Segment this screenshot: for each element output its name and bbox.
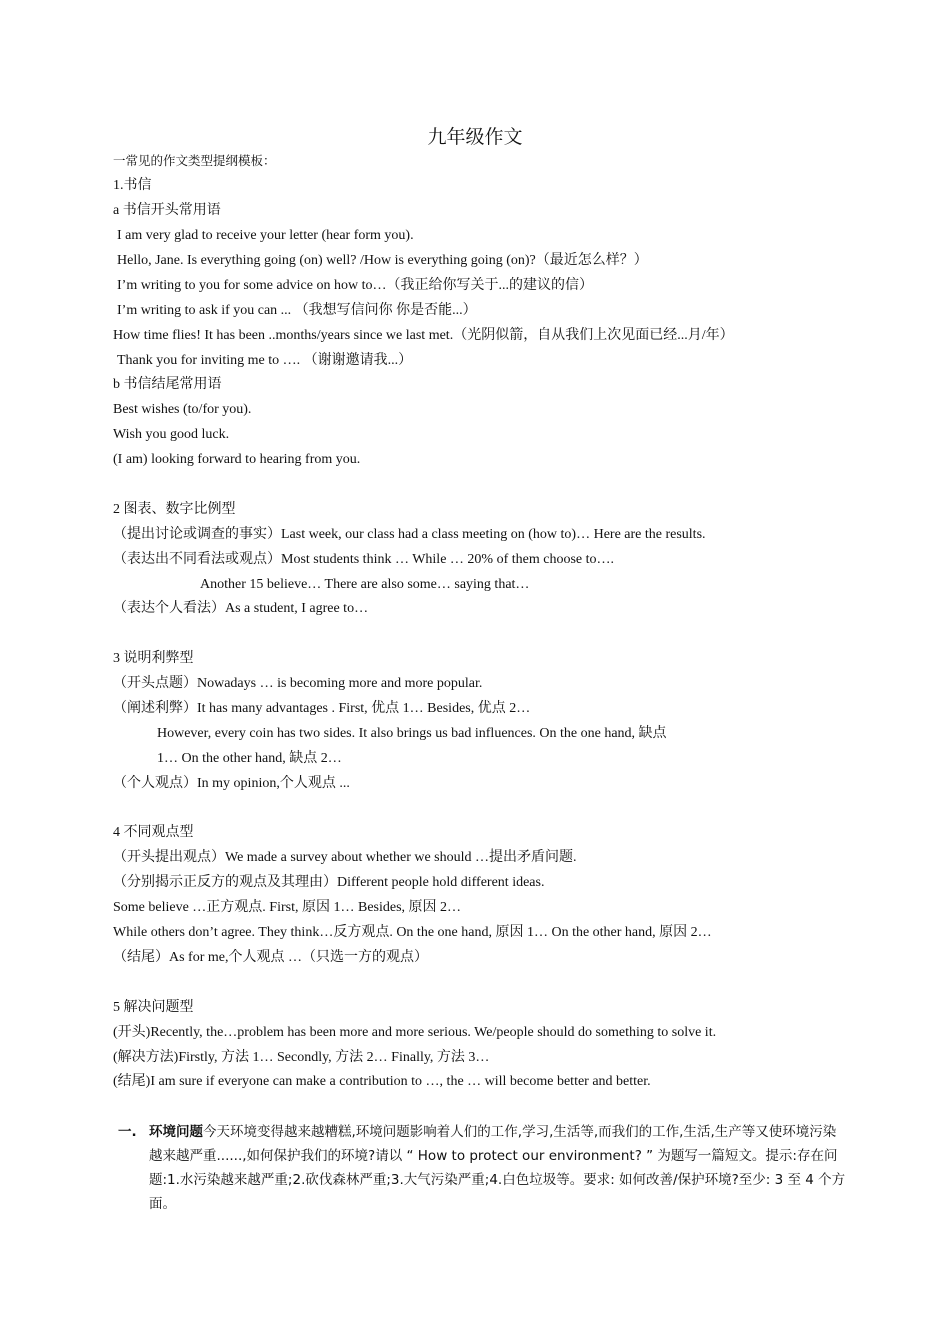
text-line: Another 15 believe… There are also some… saying that… — [200, 577, 530, 592]
section-heading-opinions: 4 不同观点型 — [113, 825, 194, 840]
text-line: （开头点题）Nowadays … is becoming more and more popular. — [113, 676, 483, 691]
text-line: （表达个人看法）As a student, I agree to… — [113, 601, 369, 616]
text-line: 1… On the other hand, 缺点 2… — [157, 751, 342, 766]
text-line: （开头提出观点）We made a survey about whether we should …提出矛盾问题. — [113, 850, 577, 865]
text-line: (I am) looking forward to hearing from you. — [113, 452, 361, 467]
task-text: 今天环境变得越来越糟糕,环境问题影响着人们的工作,学习,生活等,而我们的工作,生活,生产等又使环境污染越来越严重......,如何保护我们的环境?请以 “ How to protect our environment? ” 为题写一篇短文。提示:存在问题:1.水污染越来越严重;2.砍伐森林严重;3.大气污染严重;4.白色垃圾等。要求: 如何改善/保护环境?至少: 3 至 4 个方面。 — [149, 1124, 846, 1212]
text-line: （提出讨论或调查的事实）Last week, our class had a class meeting on (how to)… Here are the results. — [113, 527, 706, 542]
text-line: （分别揭示正反方的观点及其理由）Different people hold different ideas. — [113, 875, 545, 890]
text-line: Hello, Jane. Is everything going (on) well? /How is everything going (on)?（最近怎么样？） — [117, 253, 648, 268]
task-heading: 环境问题 — [149, 1124, 203, 1140]
subheading-opening: a 书信开头常用语 — [113, 203, 221, 218]
text-line: I’m writing to you for some advice on how to…（我正给你写关于...的建议的信） — [117, 278, 593, 293]
text-line: Thank you for inviting me to …. （谢谢邀请我...） — [117, 353, 413, 368]
text-line: However, every coin has two sides. It also brings us bad influences. On the one hand, 缺点 — [157, 726, 667, 741]
text-line: （表达出不同看法或观点）Most students think … While … 20% of them choose to…. — [113, 552, 614, 567]
section-heading-letter: 1.书信 — [113, 178, 152, 193]
text-line: Wish you good luck. — [113, 427, 230, 442]
task-body — [149, 1120, 848, 1216]
section-heading-chart: 2 图表、数字比例型 — [113, 502, 236, 517]
text-line: （结尾）As for me,个人观点 …（只选一方的观点） — [113, 950, 428, 965]
section-heading-pros-cons: 3 说明利弊型 — [113, 651, 194, 666]
section-heading-problem-solving: 5 解决问题型 — [113, 1000, 194, 1015]
text-line: While others don’t agree. They think…反方观点. On the one hand, 原因 1… On the other hand, 原因 2… — [113, 925, 712, 940]
text-line: （阐述利弊）It has many advantages . First, 优点 1… Besides, 优点 2… — [113, 701, 531, 716]
text-line: (开头)Recently, the…problem has been more and more serious. We/people should do something to solve it. — [113, 1025, 717, 1040]
text-line: I’m writing to ask if you can ... （我想写信问你 你是否能...） — [117, 303, 477, 318]
text-line: Best wishes (to/for you). — [113, 402, 252, 417]
intro-line: 一常见的作文类型提纲模板： — [113, 153, 276, 168]
task-number: 一. — [118, 1124, 137, 1140]
text-line: How time flies! It has been ..months/years since we last met.（光阴似箭，自从我们上次见面已经...月/年） — [113, 328, 734, 343]
text-line: （个人观点）In my opinion,个人观点 ... — [113, 776, 350, 791]
page-title: 九年级作文 — [427, 126, 523, 148]
text-line: (解决方法)Firstly, 方法 1… Secondly, 方法 2… Finally, 方法 3… — [113, 1050, 490, 1065]
subheading-closing: b 书信结尾常用语 — [113, 377, 222, 392]
text-line: Some believe …正方观点. First, 原因 1… Besides, 原因 2… — [113, 900, 462, 915]
text-line: I am very glad to receive your letter (hear form you). — [117, 228, 414, 243]
writing-task — [118, 1120, 848, 1216]
text-line: (结尾)I am sure if everyone can make a contribution to …, the … will become better and better. — [113, 1074, 651, 1089]
